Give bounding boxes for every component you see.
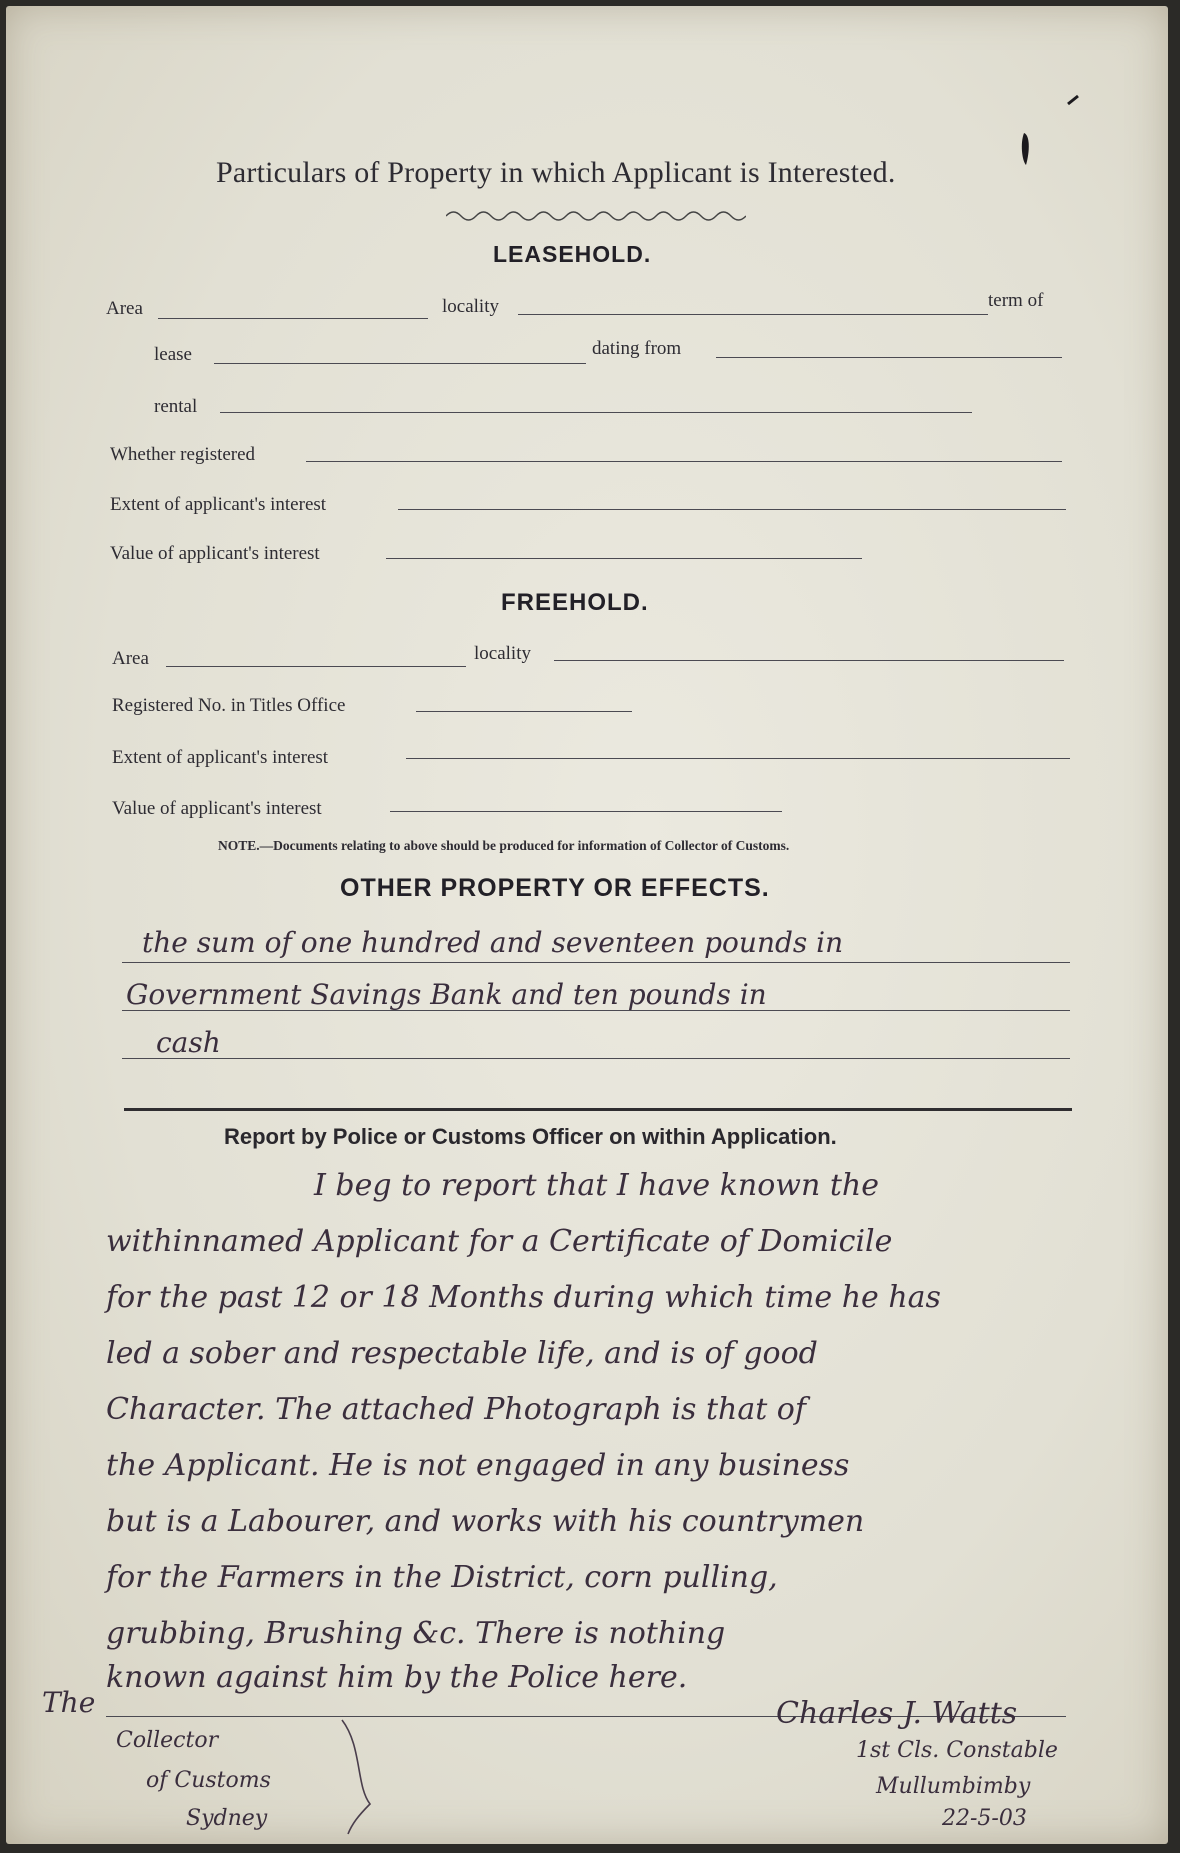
addressee-line-2: Collector [116,1728,219,1753]
leasehold-area-line [158,318,428,319]
report-line-10: known against him by the Police here. [106,1660,688,1695]
freehold-extent-label: Extent of applicant's interest [112,747,329,768]
freehold-heading: FREEHOLD. [501,589,649,616]
report-line-4: led a sober and respectable life, and is of good [106,1336,818,1371]
signature-place: Mullumbimby [876,1774,1031,1799]
addressee-line-4: Sydney [186,1806,268,1831]
leasehold-dating-line [716,357,1062,358]
other-property-rule-3 [122,1058,1070,1059]
leasehold-rental-line [220,412,972,413]
report-line-7: but is a Labourer, and works with his countrymen [106,1504,865,1539]
leasehold-value-label: Value of applicant's interest [110,543,320,564]
signature-date: 22-5-03 [942,1806,1027,1831]
addressee-line-1: The [42,1686,96,1719]
freehold-area-label: Area [112,648,149,669]
leasehold-registered-line [306,461,1062,462]
leasehold-area-label: Area [106,298,143,319]
freehold-registered-label: Registered No. in Titles Office [112,695,346,716]
report-line-5: Character. The attached Photograph is that of [106,1392,806,1427]
leasehold-extent-label: Extent of applicant's interest [110,494,327,515]
other-property-line-3: cash [156,1026,221,1059]
leasehold-lease-line [214,363,586,364]
signature-name: Charles J. Watts [776,1696,1018,1731]
ink-mark [1064,90,1084,110]
other-property-rule-2 [122,1010,1070,1011]
report-heading: Report by Police or Customs Officer on within Application. [224,1124,837,1149]
other-property-heading: OTHER PROPERTY OR EFFECTS. [340,874,770,902]
leasehold-term-label: term of [988,290,1044,311]
addressee-line-3: of Customs [146,1768,271,1793]
report-line-8: for the Farmers in the District, corn pulling, [106,1560,778,1595]
other-property-line-2: Government Savings Bank and ten pounds in [126,978,767,1011]
page-title: Particulars of Property in which Applicant is Interested. [216,156,896,189]
freehold-area-line [166,666,466,667]
document-page [6,6,1168,1844]
other-property-line-1: the sum of one hundred and seventeen pounds in [142,926,844,959]
customs-note: NOTE.—Documents relating to above should be produced for information of Collector of Customs. [218,838,790,853]
freehold-value-line [390,811,782,812]
leasehold-extent-line [398,509,1066,510]
leasehold-heading: LEASEHOLD. [493,241,652,267]
leasehold-lease-label: lease [154,344,192,365]
report-line-6: the Applicant. He is not engaged in any business [106,1448,850,1483]
section-divider [124,1108,1072,1111]
freehold-locality-label: locality [474,643,531,664]
leasehold-dating-label: dating from [592,338,682,359]
leasehold-locality-line [518,314,988,315]
leasehold-value-line [386,558,862,559]
other-property-rule-1 [122,962,1070,963]
report-line-3: for the past 12 or 18 Months during which time he has [106,1280,941,1315]
leasehold-rental-label: rental [154,396,198,417]
freehold-registered-line [416,711,632,712]
decorative-wave-divider [446,206,746,226]
report-line-1: I beg to report that I have known the [314,1168,879,1203]
freehold-value-label: Value of applicant's interest [112,798,322,819]
leasehold-registered-label: Whether registered [110,444,256,465]
report-line-2: withinnamed Applicant for a Certificate of Domicile [106,1224,893,1259]
ink-blot [1016,131,1036,171]
freehold-extent-line [406,758,1070,759]
leasehold-locality-label: locality [442,296,499,317]
signature-rank: 1st Cls. Constable [856,1738,1058,1763]
report-line-9: grubbing, Brushing &c. There is nothing [106,1616,726,1651]
freehold-locality-line [554,660,1064,661]
addressee-bracket [336,1716,376,1836]
